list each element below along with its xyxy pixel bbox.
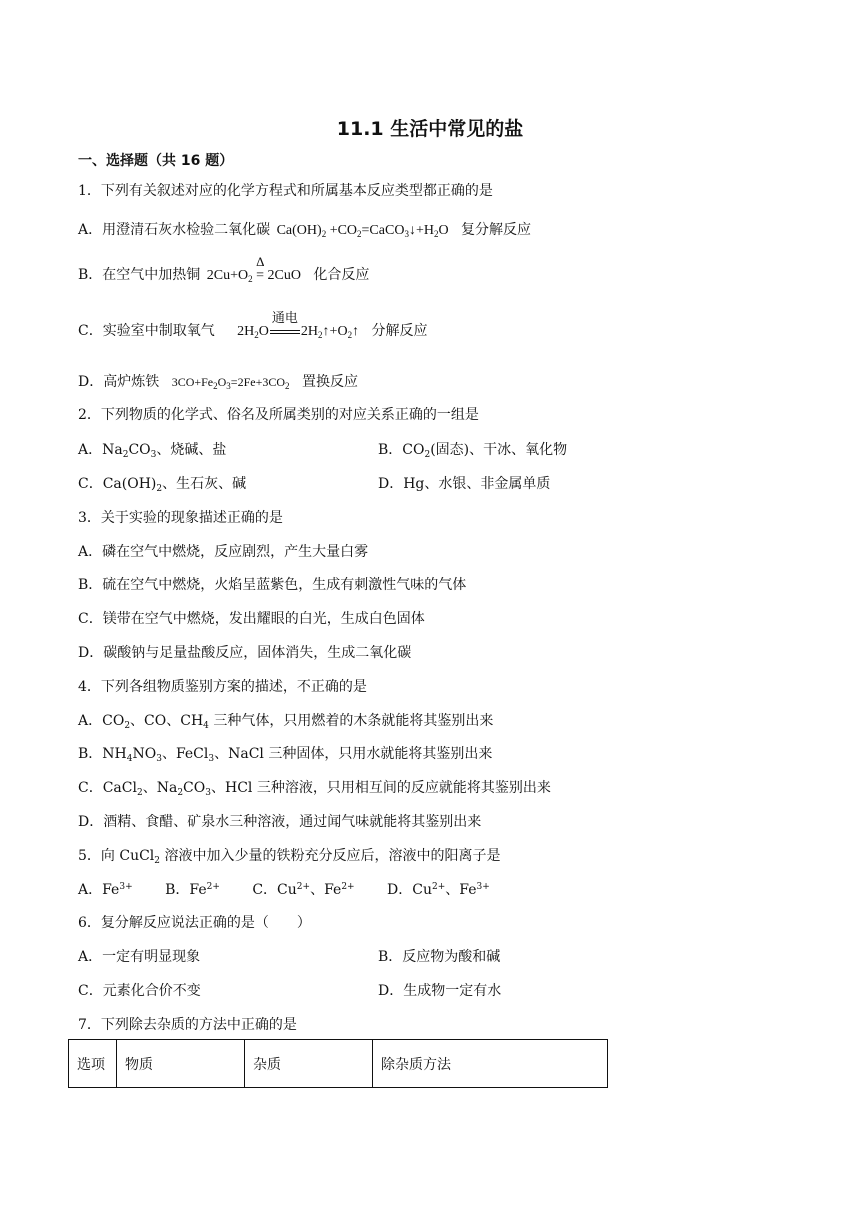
q6-option-a: A．一定有明显现象 (78, 949, 201, 965)
q1-c-type: 分解反应 (371, 323, 428, 339)
q2-option-b: B．$CO_2$(固态)、干冰、氧化物 (378, 442, 568, 460)
q3-option-c: C．镁带在空气中燃烧，发出耀眼的白光，生成白色固体 (78, 611, 425, 627)
section-heading: 一、选择题（共 16 题） (78, 153, 234, 169)
q3-option-a: A．磷在空气中燃烧，反应剧烈，产生大量白雾 (78, 544, 369, 560)
q5-option-a: A．$Fe^{3+}$ (78, 882, 133, 898)
q6-option-b: B．反应物为酸和碱 (378, 949, 501, 965)
q1-a-label: A．用澄清石灰水检验二氧化碳 (78, 222, 271, 238)
q5-stem-pre: 5．向 CuCl (78, 848, 155, 864)
q5-option-b: B．$Fe^{2+}$ (165, 882, 220, 898)
q2-a-text: 、烧碱、盐 (156, 442, 227, 458)
q2-b-text: (固态)、干冰、氧化物 (430, 442, 568, 458)
q1-a-equation: $Ca(OH)_2$ $+CO_2=CaCO_3↓+H_2O$ (276, 223, 449, 239)
q4-option-d: D．酒精、食醋、矿泉水三种溶液，通过闻气味就能将其鉴别出来 (78, 814, 482, 830)
q1-c-condition: 通电 (271, 311, 298, 326)
q6-stem: 6．复分解反应说法正确的是（ ） (78, 915, 311, 931)
q2-option-d: D．Hg、水银、非金属单质 (378, 476, 551, 492)
table-header-cell: 除杂质方法 (373, 1040, 608, 1088)
q5-option-c: C．$Cu^{2+}$、$Fe^{2+}$ (252, 882, 355, 898)
q4-c-text: 、HCl 三种溶液，只用相互间的反应就能将其鉴别出来 (210, 780, 551, 796)
q7-stem: 7．下列除去杂质的方法中正确的是 (78, 1017, 297, 1033)
q5-option-d: D．$Cu^{2+}$、$Fe^{3+}$ (387, 882, 490, 898)
q2-stem: 2．下列物质的化学式、俗名及所属类别的对应关系正确的一组是 (78, 407, 479, 423)
q1-stem: 1．下列有关叙述对应的化学方程式和所属基本反应类型都正确的是 (78, 183, 493, 199)
table-header-cell: 物质 (117, 1040, 245, 1088)
q4-option-a: A．$CO_2$、CO、$CH_4$ 三种气体，只用燃着的木条就能将其鉴别出来 (78, 713, 494, 731)
q1-b-equation: $2Cu+O_2$ Δ = 2CuO (206, 254, 301, 284)
q1-d-equation: $3CO+Fe_2O_3=2Fe+3CO_2$ (171, 375, 290, 391)
q2-option-a: A．$Na_2CO_3$、烧碱、盐 (78, 442, 227, 460)
q1-option-b (78, 254, 370, 284)
q1-option-a (78, 219, 531, 239)
table-header-cell: 杂质 (245, 1040, 373, 1088)
q6-option-d: D．生成物一定有水 (378, 983, 502, 999)
table-header-cell: 选项 (69, 1040, 117, 1088)
q1-b-type: 化合反应 (313, 267, 370, 283)
q2-c-text: 、生石灰、碱 (162, 476, 247, 492)
q4-stem: 4．下列各组物质鉴别方案的描述，不正确的是 (78, 679, 367, 695)
q5-options (78, 879, 490, 899)
q7-table (68, 1039, 608, 1088)
q6-option-c: C．元素化合价不变 (78, 983, 201, 999)
q4-option-b: B．$NH_4NO_3$、FeCl$_3$、NaCl 三种固体，只用水就能将其鉴别出来 (78, 746, 493, 764)
q3-stem: 3．关于实验的现象描述正确的是 (78, 510, 283, 526)
q1-d-label: D．高炉炼铁 (78, 374, 160, 390)
q1-a-type: 复分解反应 (461, 222, 532, 238)
q4-option-c: C．CaCl$_2$、$Na_2CO_3$、HCl 三种溶液，只用相互间的反应就能将其鉴别出来 (78, 780, 551, 798)
q5-stem: 5．向 CuCl$_2$ 溶液中加入少量的铁粉充分反应后，溶液中的阳离子是 (78, 848, 501, 866)
q4-a-text: 三种气体，只用燃着的木条就能将其鉴别出来 (213, 713, 494, 729)
q1-d-type: 置换反应 (301, 374, 358, 390)
q1-c-label: C．实验室中制取氧气 (78, 323, 215, 339)
q1-option-d (78, 371, 358, 391)
table-header-row (69, 1040, 608, 1088)
q1-b-label: B．在空气中加热铜 (78, 267, 201, 283)
q2-option-c: C．$Ca(OH)_2$、生石灰、碱 (78, 476, 247, 494)
q1-option-c (78, 311, 428, 340)
q4-b-text: 、NaCl 三种固体，只用水就能将其鉴别出来 (214, 746, 493, 762)
q5-stem-post: 溶液中加入少量的铁粉充分反应后，溶液中的阳离子是 (164, 848, 501, 864)
q3-option-b: B．硫在空气中燃烧，火焰呈蓝紫色，生成有刺激性气味的气体 (78, 577, 467, 593)
page-title: 11.1 生活中常见的盐 (336, 118, 524, 140)
q1-c-equation: $2H_2O$ 通电 $2H_2↑+O_2↑$ (237, 324, 359, 339)
q3-option-d: D．碳酸钠与足量盐酸反应，固体消失，生成二氧化碳 (78, 645, 412, 661)
